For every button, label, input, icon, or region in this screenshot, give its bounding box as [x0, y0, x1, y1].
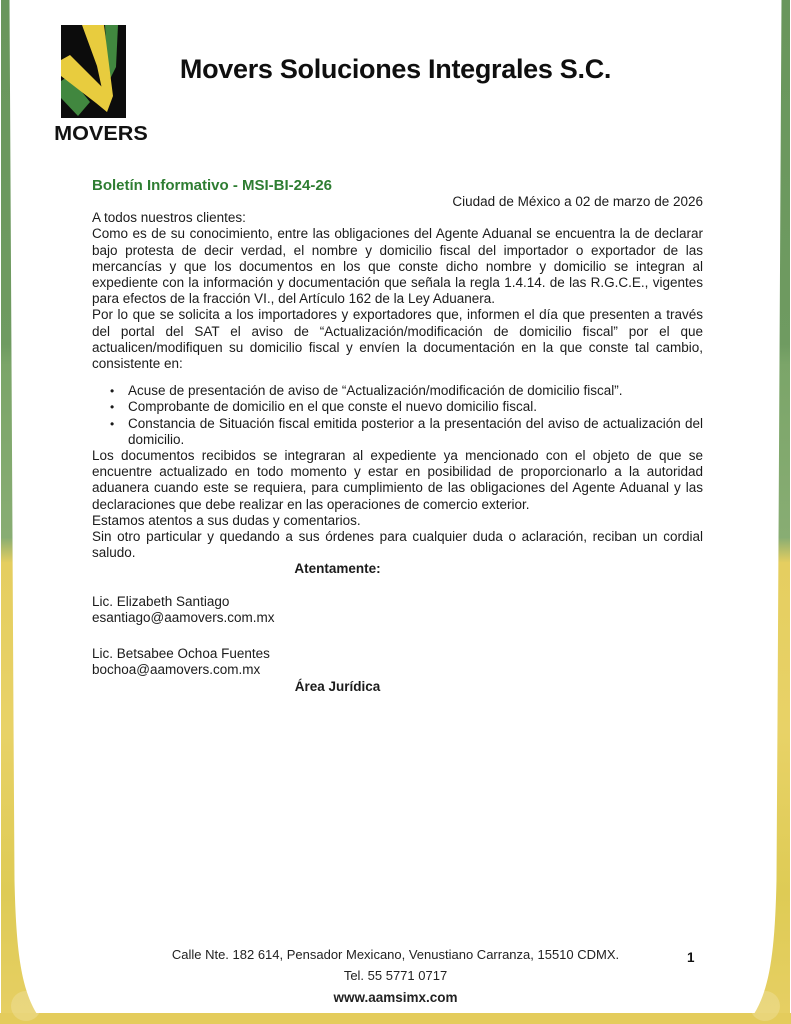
date-line: Ciudad de México a 02 de marzo de 2026	[452, 194, 703, 209]
bullet-item-acuse: • Acuse de presentación de aviso de “Actualización/modificación de domicilio fiscal”.	[92, 383, 703, 399]
signatory-email: bochoa@aamovers.com.mx	[92, 662, 261, 678]
company-logo	[54, 25, 148, 145]
department-line: Área Jurídica	[294, 678, 381, 694]
bullet-item-constancia: • Constancia de Situación fiscal emitida posterior a la presentación del aviso de actualización del domicilio.	[92, 416, 703, 448]
document-list	[92, 383, 703, 448]
footer-website: www.aamsimx.com	[333, 990, 458, 1005]
closing-line: Atentamente:	[294, 561, 381, 577]
signatory-email: esantiago@aamovers.com.mx	[92, 610, 275, 626]
signatory-block	[92, 646, 703, 679]
footer-phone: Tel. 55 5771 0717	[343, 968, 448, 983]
bullet-item-comprobante: • Comprobante de domicilio en el que conste el nuevo domicilio fiscal.	[92, 399, 703, 415]
paragraph-dudas: Estamos atentos a sus dudas y comentarios.	[92, 512, 361, 528]
company-title: Movers Soluciones Integrales S.C.	[179, 54, 612, 84]
bottom-bar	[0, 1013, 791, 1024]
signatory-block	[92, 594, 703, 627]
paragraph-request: Por lo que se solicita a los importadores y exportadores que, informen el día que presenten a través del portal del SAT el aviso de “Actualización/modificación de domicilio fiscal” por el que actualicen/modifiquen su domicilio fiscal y envíen la documentación en la que conste tal cambio, consistente en:	[92, 307, 703, 372]
page-footer	[0, 944, 791, 1008]
signatory-name: Lic. Betsabee Ochoa Fuentes	[92, 645, 270, 661]
bulletin-heading: Boletín Informativo - MSI-BI-24-26	[92, 177, 333, 194]
paragraph-obligations: Como es de su conocimiento, entre las obligaciones del Agente Aduanal se encuentra la de declarar bajo protesta de decir verdad, el nombre y domicilio fiscal del importador o exportador de las mercancías y que los documentos en los que conste dicho nombre y domicilio se integran al expediente con la información y documentación que señala la regla 1.4.14. de las R.G.C.E., vigentes para efectos de la fracción VI., del Artículo 162 de la Ley Aduanera.	[92, 226, 703, 307]
footer-address: Calle Nte. 182 614, Pensador Mexicano, Venustiano Carranza, 15510 CDMX.	[171, 947, 620, 962]
logo-wordmark: MOVERS	[54, 123, 148, 145]
paragraph-expediente: Los documentos recibidos se integraran al expediente ya mencionado con el objeto de que se encuentre actualizado en todo momento y estar en posibilidad de proporcionarlo a la autoridad aduanera cuando este se requiera, para cumplimiento de las obligaciones del Agente Aduanal y las declaraciones que debe realizar en las operaciones de comercio exterior.	[92, 448, 703, 512]
page-number: 1	[687, 950, 695, 965]
signatory-name: Lic. Elizabeth Santiago	[92, 593, 230, 609]
paragraph-despedida: Sin otro particular y quedando a sus órdenes para cualquier duda o aclaración, reciban un cordial saludo.	[92, 529, 703, 561]
salutation: A todos nuestros clientes:	[92, 210, 246, 226]
